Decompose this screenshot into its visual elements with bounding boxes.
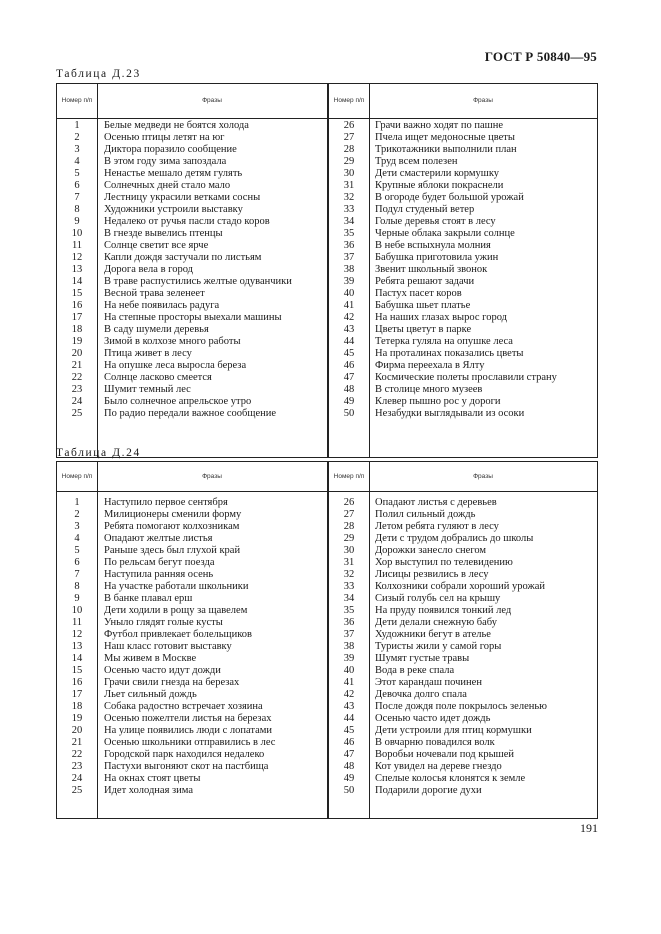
row-number: 45 [343,348,355,359]
phrase-text: Незабудки выглядывали из осоки [375,408,525,419]
phrase-text: Ненастье мешало детям гулять [104,168,243,179]
phrase-text: Шумит темный лес [104,384,191,395]
standard-designation: ГОСТ Р 50840—95 [484,49,597,64]
row-number: 35 [343,605,355,616]
table-row [57,396,597,408]
table-row [57,641,597,653]
phrase-text: Грачи свили гнезда на березах [104,677,240,688]
table-row [57,132,597,144]
phrase-text: На небе появилась радуга [104,300,220,311]
phrase-text: Птица живет в лесу [104,348,192,359]
phrase-text: В этом году зима запоздала [104,156,227,167]
row-number: 12 [71,252,83,263]
row-number: 44 [343,713,355,724]
phrase-text: Осенью часто идет дождь [375,713,491,724]
row-number: 49 [343,396,355,407]
row-number: 40 [343,665,355,676]
phrase-text: Дети смастерили кормушку [375,168,500,179]
header-number: Номер п/п [333,472,365,480]
row-number: 33 [343,581,355,592]
row-number: 27 [343,132,355,143]
row-number: 46 [343,737,355,748]
phrase-text: В банке плавал ерш [104,593,193,604]
row-number: 4 [74,533,80,544]
row-number: 7 [74,569,80,580]
row-number: 20 [71,725,83,736]
phrase-text: Художники бегут в ателье [375,629,491,640]
phrase-text: Полил сильный дождь [375,509,476,520]
row-number: 36 [343,617,355,628]
phrase-text: Собака радостно встречает хозяина [104,701,263,712]
table-row [57,144,597,156]
phrase-text: Осенью птицы летят на юг [104,132,225,143]
phrase-text: Колхозники собрали хороший урожай [375,581,545,592]
phrase-text: Льет сильный дождь [104,689,197,700]
phrase-text: Воробьи ночевали под крышей [375,749,515,760]
phrase-text: Летом ребята гуляют в лесу [375,521,499,532]
table-row [57,581,597,593]
row-number: 26 [343,497,355,508]
phrase-text: Клевер пышно рос у дороги [375,396,501,407]
row-number: 11 [71,617,83,628]
table-row [57,533,597,545]
table-row [57,156,597,168]
phrase-text: Грачи важно ходят по пашне [375,120,503,131]
phrase-text: Весной трава зеленеет [104,288,205,299]
table-row [57,593,597,605]
phrase-text: Осенью школьники отправились в лес [104,737,276,748]
phrase-text: Капли дождя застучали по листьям [104,252,262,263]
phrase-text: Пчела ищет медоносные цветы [375,132,515,143]
phrase-text: В столице много музеев [375,384,483,395]
phrase-text: Наступило первое сентября [104,497,228,508]
row-number: 46 [343,360,355,371]
row-number: 28 [343,144,355,155]
phrase-text: Трикотажники выполнили план [375,144,517,155]
row-number: 29 [343,533,355,544]
row-number: 34 [343,216,355,227]
phrase-text: Осенью пожелтели листья на березах [104,713,272,724]
header-phrases: Фразы [473,472,493,480]
header-phrases: Фразы [473,97,493,104]
phrase-text: Диктора поразило сообщение [104,144,237,155]
row-number: 6 [74,180,80,191]
row-number: 10 [71,605,83,616]
phrase-text: После дождя поле покрылось зеленью [375,701,547,712]
row-number: 37 [343,629,355,640]
phrase-text: Подарили дорогие духи [375,785,482,796]
phrase-text: Ребята помогают колхозникам [104,521,240,532]
row-number: 50 [343,408,355,419]
phrase-text: Городской парк находился недалеко [104,749,265,760]
table-row [57,749,597,761]
row-number: 3 [74,521,80,532]
table-row [57,701,597,713]
phrase-text: Художники устроили выставку [104,204,243,215]
phrase-text: Опадают желтые листья [104,533,213,544]
phrase-text: Дети устроили для птиц кормушки [375,725,532,736]
row-number: 47 [343,372,355,383]
phrase-text: Идет холодная зима [104,785,194,796]
row-number: 36 [343,240,355,251]
phrase-text: Раньше здесь был глухой край [104,545,241,556]
row-number: 45 [343,725,355,736]
row-number: 24 [71,773,83,784]
row-number: 21 [71,360,83,371]
phrase-text: В саду шумели деревья [104,324,209,335]
row-number: 6 [74,557,80,568]
phrase-text: Солнце светит все ярче [104,240,209,251]
table-row [57,665,597,677]
phrase-text: В гнезде вывелись птенцы [104,228,223,239]
table-row [57,228,597,240]
row-number: 33 [343,204,355,215]
row-number: 5 [74,168,80,179]
table-row [57,312,597,324]
phrase-text: Солнце ласково смеется [104,372,212,383]
row-number: 15 [71,665,83,676]
phrase-text: По радио передали важное сообщение [104,408,276,419]
phrase-text: В огороде будет большой урожай [375,192,524,203]
row-number: 41 [343,300,355,311]
table-row [57,372,597,384]
table-row [57,288,597,300]
row-number: 43 [343,701,355,712]
row-number: 18 [71,324,83,335]
table-row [57,677,597,689]
table-row [57,276,597,288]
phrase-text: Черные облака закрыли солнце [375,228,515,239]
row-number: 25 [71,785,83,796]
phrase-text: В небе вспыхнула молния [375,240,491,251]
table-row [57,521,597,533]
row-number: 14 [71,653,83,664]
row-number: 16 [71,677,83,688]
table-row [57,120,597,132]
row-number: 15 [71,288,83,299]
row-number: 29 [343,156,355,167]
phrase-text: Шумят густые травы [375,653,470,664]
phrase-text: Дорожки занесло снегом [375,545,487,556]
table-row [57,725,597,737]
phrase-text: Пастух пасет коров [375,288,462,299]
table-row [57,360,597,372]
row-number: 22 [71,749,83,760]
table-row [57,192,597,204]
page-number: 191 [580,821,598,835]
table-row [57,629,597,641]
phrase-text: Подул студеный ветер [375,204,475,215]
phrase-text: Дети делали снежную бабу [375,617,497,628]
row-number: 23 [71,761,83,772]
phrase-text: Было солнечное апрельское утро [104,396,252,407]
phrase-text: Кот увидел на дереве гнездо [375,761,502,772]
row-number: 48 [343,761,355,772]
table-row [57,545,597,557]
phrase-text: Белые медведи не боятся холода [104,120,249,131]
table-row [57,737,597,749]
row-number: 25 [71,408,83,419]
row-number: 31 [343,180,355,191]
phrase-text: Вода в реке спала [375,665,455,676]
row-number: 32 [343,192,355,203]
header-number: Номер п/п [61,472,93,480]
row-number: 27 [343,509,355,520]
row-number: 43 [343,324,355,335]
row-number: 48 [343,384,355,395]
phrase-text: Труд всем полезен [375,156,458,167]
phrase-text: На наших глазах вырос город [375,312,507,323]
table-row [57,216,597,228]
row-number: 23 [71,384,83,395]
row-number: 10 [71,228,83,239]
row-number: 2 [74,509,80,520]
header-number: Номер п/п [61,97,93,104]
phrase-text: Пастухи выгоняют скот на пастбища [104,761,269,772]
phrase-text: Звенит школьный звонок [375,264,488,275]
row-number: 17 [71,312,83,323]
row-number: 50 [343,785,355,796]
row-number: 4 [74,156,80,167]
table-row [57,557,597,569]
row-number: 9 [74,216,80,227]
row-number: 39 [343,276,355,287]
phrase-text: Этот карандаш починен [375,677,482,688]
phrase-text: Бабушка приготовила ужин [375,252,499,263]
phrase-text: В овчарню повадился волк [375,737,495,748]
phrase-text: Цветы цветут в парке [375,324,472,335]
phrase-table-d23 [56,83,598,458]
table-row [57,336,597,348]
phrase-text: Солнечных дней стало мало [104,180,231,191]
row-number: 42 [343,312,355,323]
phrase-table-d24 [56,461,598,819]
phrase-text: Наш класс готовит выставку [104,641,232,652]
row-number: 8 [74,204,80,215]
header-phrases: Фразы [202,97,222,104]
table-row [57,408,597,420]
row-number: 8 [74,581,80,592]
phrase-text: Осенью часто идут дожди [104,665,221,676]
phrase-text: Лестницу украсили ветками сосны [104,192,261,203]
phrase-text: Хор выступил по телевидению [375,557,513,568]
table-row [57,713,597,725]
phrase-text: Фирма переехала в Ялту [375,360,485,371]
row-number: 24 [71,396,83,407]
phrase-text: Зимой в колхозе много работы [104,336,241,347]
row-number: 38 [343,264,355,275]
table-row [57,497,597,509]
row-number: 9 [74,593,80,604]
row-number: 5 [74,545,80,556]
table-row [57,264,597,276]
row-number: 12 [71,629,83,640]
row-number: 13 [71,264,83,275]
phrase-text: По рельсам бегут поезда [104,557,215,568]
phrase-text: На проталинах показались цветы [375,348,524,359]
phrase-text: Дети с трудом добрались до школы [375,533,534,544]
phrase-text: Дети ходили в рощу за щавелем [104,605,248,616]
phrase-text: Девочка долго спала [375,689,467,700]
phrase-text: На степные просторы выехали машины [104,312,282,323]
table-row [57,761,597,773]
table-caption: Таблица Д.23 [56,68,141,80]
table-row [57,689,597,701]
row-number: 31 [343,557,355,568]
phrase-text: Крупные яблоки покраснели [375,180,504,191]
row-number: 16 [71,300,83,311]
row-number: 38 [343,641,355,652]
row-number: 17 [71,689,83,700]
row-number: 21 [71,737,83,748]
table-row [57,653,597,665]
phrase-text: В траве распустились желтые одуванчики [104,276,292,287]
phrase-text: Тетерка гуляла на опушке леса [375,336,513,347]
phrase-text: Голые деревья стоят в лесу [375,216,496,227]
table-row [57,252,597,264]
row-number: 49 [343,773,355,784]
row-number: 26 [343,120,355,131]
phrase-text: Милиционеры сменили форму [104,509,242,520]
row-number: 28 [343,521,355,532]
table-row [57,773,597,785]
table-row [57,617,597,629]
table-row [57,300,597,312]
row-number: 13 [71,641,83,652]
phrase-text: Спелые колосья клонятся к земле [375,773,526,784]
phrase-text: Ребята решают задачи [375,276,475,287]
phrase-text: На улице появились люди с лопатами [104,725,272,736]
row-number: 47 [343,749,355,760]
row-number: 30 [343,545,355,556]
row-number: 3 [74,144,80,155]
row-number: 42 [343,689,355,700]
table-row [57,180,597,192]
row-number: 19 [71,713,83,724]
row-number: 32 [343,569,355,580]
row-number: 34 [343,593,355,604]
row-number: 11 [71,240,83,251]
table-row [57,509,597,521]
table-row [57,204,597,216]
phrase-text: На участке работали школьники [104,581,249,592]
table-row [57,348,597,360]
phrase-text: Опадают листья с деревьев [375,497,497,508]
table-row [57,605,597,617]
table-row [57,168,597,180]
phrase-text: Недалеко от ручья пасли стадо коров [104,216,270,227]
row-number: 40 [343,288,355,299]
phrase-text: На пруду появился тонкий лед [375,605,512,616]
row-number: 1 [74,120,80,131]
phrase-text: Уныло глядят голые кусты [104,617,223,628]
table-row [57,569,597,581]
table-caption: Таблица Д.24 [56,447,141,459]
table-row [57,240,597,252]
phrase-text: На опушке леса выросла береза [104,360,247,371]
row-number: 44 [343,336,355,347]
row-number: 7 [74,192,80,203]
phrase-text: На окнах стоят цветы [104,773,201,784]
phrase-text: Наступила ранняя осень [104,569,214,580]
phrase-text: Мы живем в Москве [104,653,197,664]
phrase-text: Футбол привлекает болельщиков [104,629,252,640]
row-number: 35 [343,228,355,239]
row-number: 2 [74,132,80,143]
phrase-text: Космические полеты прославили страну [375,372,557,383]
row-number: 20 [71,348,83,359]
row-number: 30 [343,168,355,179]
header-number: Номер п/п [333,97,365,104]
row-number: 37 [343,252,355,263]
phrase-text: Туристы жили у самой горы [375,641,502,652]
row-number: 39 [343,653,355,664]
phrase-text: Лисицы резвились в лесу [375,569,489,580]
row-number: 19 [71,336,83,347]
table-row [57,324,597,336]
phrase-text: Дорога вела в город [104,264,194,275]
table-row [57,384,597,396]
row-number: 41 [343,677,355,688]
row-number: 22 [71,372,83,383]
row-number: 18 [71,701,83,712]
header-phrases: Фразы [202,472,222,480]
table-row [57,785,597,797]
phrase-text: Бабушка шьет платье [375,300,471,311]
row-number: 1 [74,497,80,508]
row-number: 14 [71,276,83,287]
phrase-text: Сизый голубь сел на крышу [375,593,501,604]
